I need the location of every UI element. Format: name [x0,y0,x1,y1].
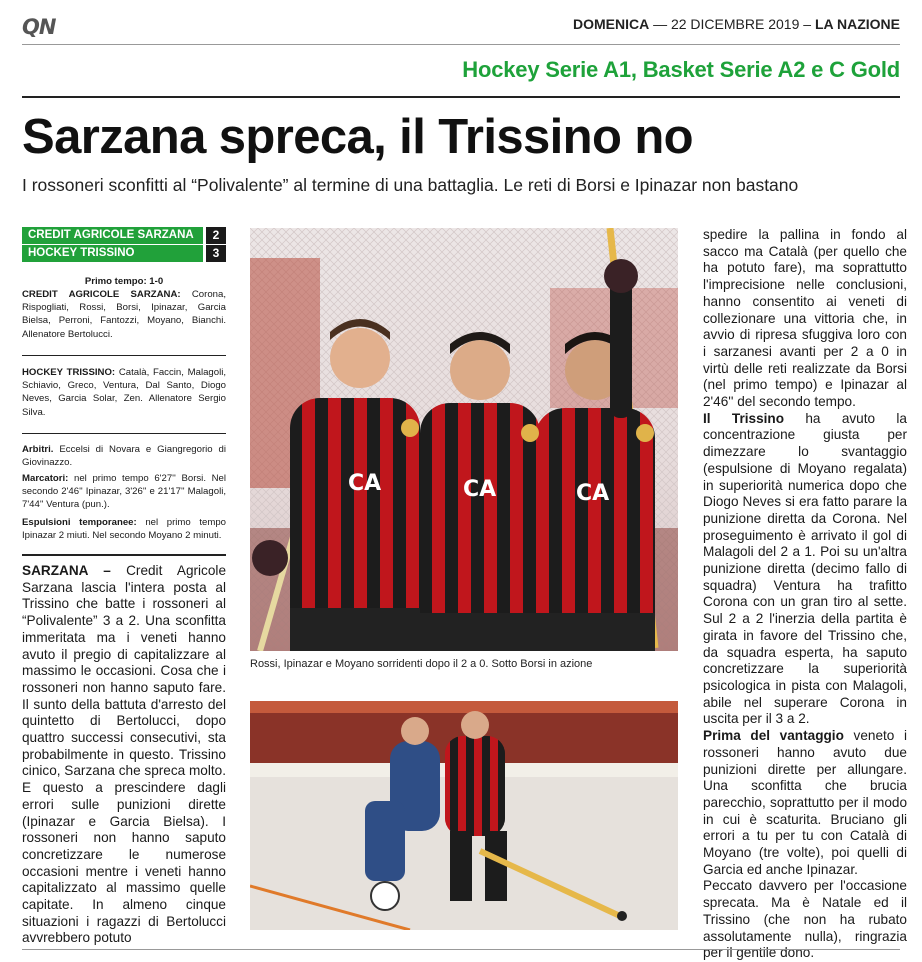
section-rule [22,96,900,98]
date: 22 DICEMBRE 2019 [670,16,800,32]
lineup-sarzana [22,288,226,341]
paragraph: spedire la pallina in fondo al sacco ma Català (per quello che ha potuto fare), ma soprattutto l'imprecisione nelle conclusioni, hanno consentito ai veneti di collezionare una vittoria che, in avvio di ripresa sfuggiva loro con i sarzanesi avanti per 2 a 0 in virtù delle reti realizzate da Borsi (nel primo tempo) e Ipinazar al 2'46'' del secondo tempo. [703,227,907,410]
paragraph-text: veneto i rossoneri hanno avuto due punizioni dirette per allungare. Una sconfitta che brucia parecchio, soprattutto per il modo in cui è scaturita. Bruciano gli errori a tu per tu con Català di Moyano (tre volte), poi quelli di Garcia ed anche Ipinazar. [703,728,907,877]
paragraph: E questo a prescindere dagli errori sulle punizioni dirette (Ipinazar e Garcia Bielsa). I rossoneri non hanno saputo concretizzare le numerose occasioni mentre i veneti hanno capitalizzato al massimo quelle capitate. In almeno cinque situazioni i ragazzi di Bertolucci avvrebbero potuto [22,780,226,946]
photo-caption: Rossi, Ipinazar e Moyano sorridenti dopo il 2 a 0. Sotto Borsi in azione [250,658,593,670]
lineup-trissino [22,366,226,419]
team-name: CREDIT AGRICOLE SARZANA [22,227,203,244]
team-score: 3 [206,245,226,262]
article-column-1 [22,563,226,947]
referees [22,443,226,469]
lineup-label: HOCKEY TRISSINO: [22,367,116,378]
dateline [573,16,900,32]
headline: Sarzana spreca, il Trissino no [22,110,693,164]
paragraph-lead: Prima del vantaggio [703,728,844,744]
paragraph-lead: Il Trissino [703,410,785,426]
expulsions-text: nel primo tempo Ipinazar 2 miuti. Nel secondo Moyano 2 minuti. [22,517,227,542]
team-celebration-photo [250,228,678,651]
referees-text: Eccelsi di Novara e Giangregorio di Giovinazzo. [22,444,226,469]
referees-label: Arbitri. [22,444,54,455]
scorers-label: Marcatori: [22,473,69,484]
paragraph-text: Credit Agricole Sarzana lascia l'intera posta al Trissino che batte i rossoneri al “Polivalente” 3 a 2. Una sconfitta immeritata ma i veneti hanno avuto il pregio di capitalizzare al massimo le occasioni. Cosa che i rossoneri non hanno saputo fare. Il sunto della battuta d'arresto del quintetto di Bertolucci, dopo quattro successi consecutivi, sta probabilmente in questo. Trissino cinico, Sarzana che spreca molto. [22,563,227,779]
separator: – [803,16,812,32]
team-score: 2 [206,227,226,244]
scorers-text: nel primo tempo 6'27'' Borsi. Nel secondo 2'46'' Ipinazar, 3'26'' e 21'17'' Malagoli, 7'44'' Ventura (pun.). [22,473,226,511]
lineup-text: Corona, Rispogliati, Rossi, Borsi, Ipinazar, Garcia Bielsa, Perroni, Fantozzi, Moyano, Bianchi. Allenatore Bertolucci. [22,289,226,340]
lineup-label: CREDIT AGRICOLE SARZANA: [22,289,181,300]
lineup-text: Català, Faccin, Malagoli, Schiavio, Greco, Ventura, Dal Santo, Diogo Neves, Garcia Solar, Zen. Allenatore Sergio Silva. [22,367,227,418]
paragraph [22,563,226,780]
score-row-home [22,227,226,244]
header-rule [22,44,900,45]
day: DOMENICA [572,16,650,32]
jersey-logo: CA [348,471,382,496]
subheadline: I rossoneri sconfitti al “Polivalente” al termine di una battaglia. Le reti di Borsi e Ipinazar non bastano [22,175,799,195]
action-illustration [250,701,678,930]
paragraph [703,411,907,728]
divider [22,433,226,434]
paragraph: Peccato davvero per l'occasione sprecata. Ma è Natale ed il Trissino (che non ha rubato assolutamente nulla), ringrazia per il gentile dono. [703,878,907,961]
divider [22,355,226,356]
scorers [22,472,226,512]
section-title: Hockey Serie A1, Basket Serie A2 e C Gold [462,57,900,82]
half-time-score: Primo tempo: 1-0 [84,276,164,287]
expulsions [22,516,226,542]
divider [22,554,226,556]
jersey-logo: CA [576,481,610,506]
score-row-away [22,245,226,262]
newspaper-logo: QN [22,15,56,39]
footer-rule [22,949,900,950]
team-name: HOCKEY TRISSINO [22,245,203,262]
paragraph [703,728,907,878]
article-column-3 [703,227,907,962]
paragraph-text: ha avuto la concentrazione giusta per dimezzare lo svantaggio (espulsione di Moyano regalata) in superiorità numerica dopo che Diogo Neves si era fatto parare la punizione diretta da Corona. Nel proseguimento è arrivato il gol di Malagoli del 2 a 1. Poi su un'altra punizione diretta (decimo fallo di squadra) Ventura ha trafitto Corona con un gran tiro al sette. Sul 2 a 2 l'inerzia della partita è girata in favore del Trissino che, da squadra esperta, ha saputo concretizzare la superiorità psicologica in pista con Malagoli, abile nel superare Corona in uscita per il 3 a 2. [703,410,907,727]
expulsions-label: Espulsioni temporanee: [22,517,137,528]
celebration-illustration [250,228,678,651]
game-action-photo [250,701,678,930]
jersey-logo: CA [463,477,497,502]
separator: — [653,16,668,32]
article-dateline: SARZANA – [22,563,111,578]
paper-name: LA NAZIONE [814,16,900,32]
